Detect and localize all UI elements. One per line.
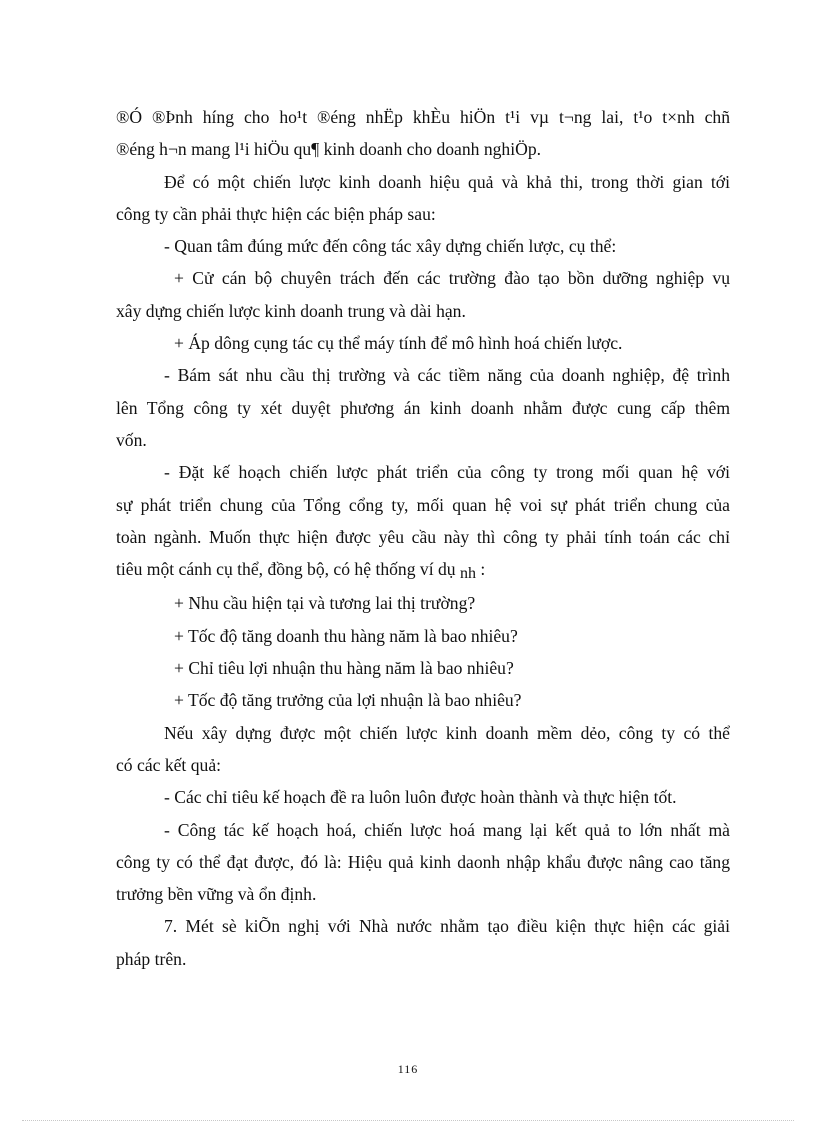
text-line: - Công tác kế hoạch hoá, chiến lược hoá mang lại kết quả to lớn nhất mà	[164, 819, 730, 840]
text-line: + Chỉ tiêu lợi nhuận thu hàng năm là bao nhiêu?	[174, 658, 514, 679]
text-line: - Bám sát nhu cầu thị trường và các tiềm năng của doanh nghiệp, đệ trình	[164, 365, 730, 386]
text-line: ®Ó ®Þnh híng cho ho¹t ®éng nhËp khÈu hiÖn t¹i vµ t¬ng lai, t¹o t×nh chñ	[116, 107, 730, 127]
body-text	[116, 101, 730, 975]
text-line: pháp trên.	[116, 948, 187, 969]
text-line: Nếu xây dựng được một chiến lược kinh doanh mềm dẻo, công ty có thể	[164, 722, 730, 743]
subscript-text: nh	[460, 565, 476, 583]
text-line: công ty có thể đạt được, đó là: Hiệu quả kinh daonh nhập khẩu được nâng cao tăng	[116, 851, 730, 872]
text-span: tiêu một cánh cụ thể, đồng bộ, có hệ thống ví dụ	[116, 559, 456, 580]
text-line: vốn.	[116, 429, 147, 450]
text-line: trưởng bền vững và ổn định.	[116, 884, 317, 905]
text-line: ®éng h¬n mang l¹i hiÖu qu¶ kinh doanh cho doanh nghiÖp.	[116, 139, 542, 160]
text-line: công ty cần phải thực hiện các biện pháp sau:	[116, 203, 436, 224]
text-line: 7. Mét sè kiÕn nghị với Nhà nước nhằm tạo điều kiện thực hiện các giải	[164, 916, 730, 937]
text-line: xây dựng chiến lược kinh doanh trung và dài hạn.	[116, 300, 466, 321]
page-number: 116	[397, 1062, 419, 1076]
text-line: toàn ngành. Muốn thực hiện được yêu cầu này thì công ty phải tính toán các chỉ	[116, 526, 730, 547]
text-line: + Áp dông cụng tác cụ thể máy tính để mô hình hoá chiến lược.	[174, 333, 623, 354]
text-line: sự phát triển chung của Tổng cổng ty, mối quan hệ voi sự phát triển chung của	[116, 494, 730, 515]
text-line: lên Tổng công ty xét duyệt phương án kinh doanh nhằm được cung cấp thêm	[116, 397, 730, 418]
page-bottom-divider	[22, 1120, 794, 1121]
text-line: + Cử cán bộ chuyên trách đến các trường đào tạo bồn dưỡng nghiệp vụ	[174, 268, 730, 289]
text-span: :	[480, 559, 486, 580]
text-line: + Nhu cầu hiện tại và tương lai thị trường?	[174, 593, 476, 614]
text-line: Để có một chiến lược kinh doanh hiệu quả và khả thi, trong thời gian tới	[164, 171, 730, 192]
text-line: - Quan tâm đúng mức đến công tác xây dựng chiến lược, cụ thể:	[164, 236, 617, 257]
text-line: - Các chỉ tiêu kế hoạch đề ra luôn luôn được hoàn thành và thực hiện tốt.	[164, 787, 677, 808]
text-line: + Tốc độ tăng trưởng của lợi nhuận là bao nhiêu?	[174, 690, 522, 711]
text-line: có các kết quả:	[116, 754, 222, 775]
text-line	[116, 553, 730, 587]
text-line: - Đặt kế hoạch chiến lược phát triển của công ty trong mối quan hệ với	[164, 462, 730, 483]
text-line: + Tốc độ tăng doanh thu hàng năm là bao nhiêu?	[174, 625, 518, 646]
